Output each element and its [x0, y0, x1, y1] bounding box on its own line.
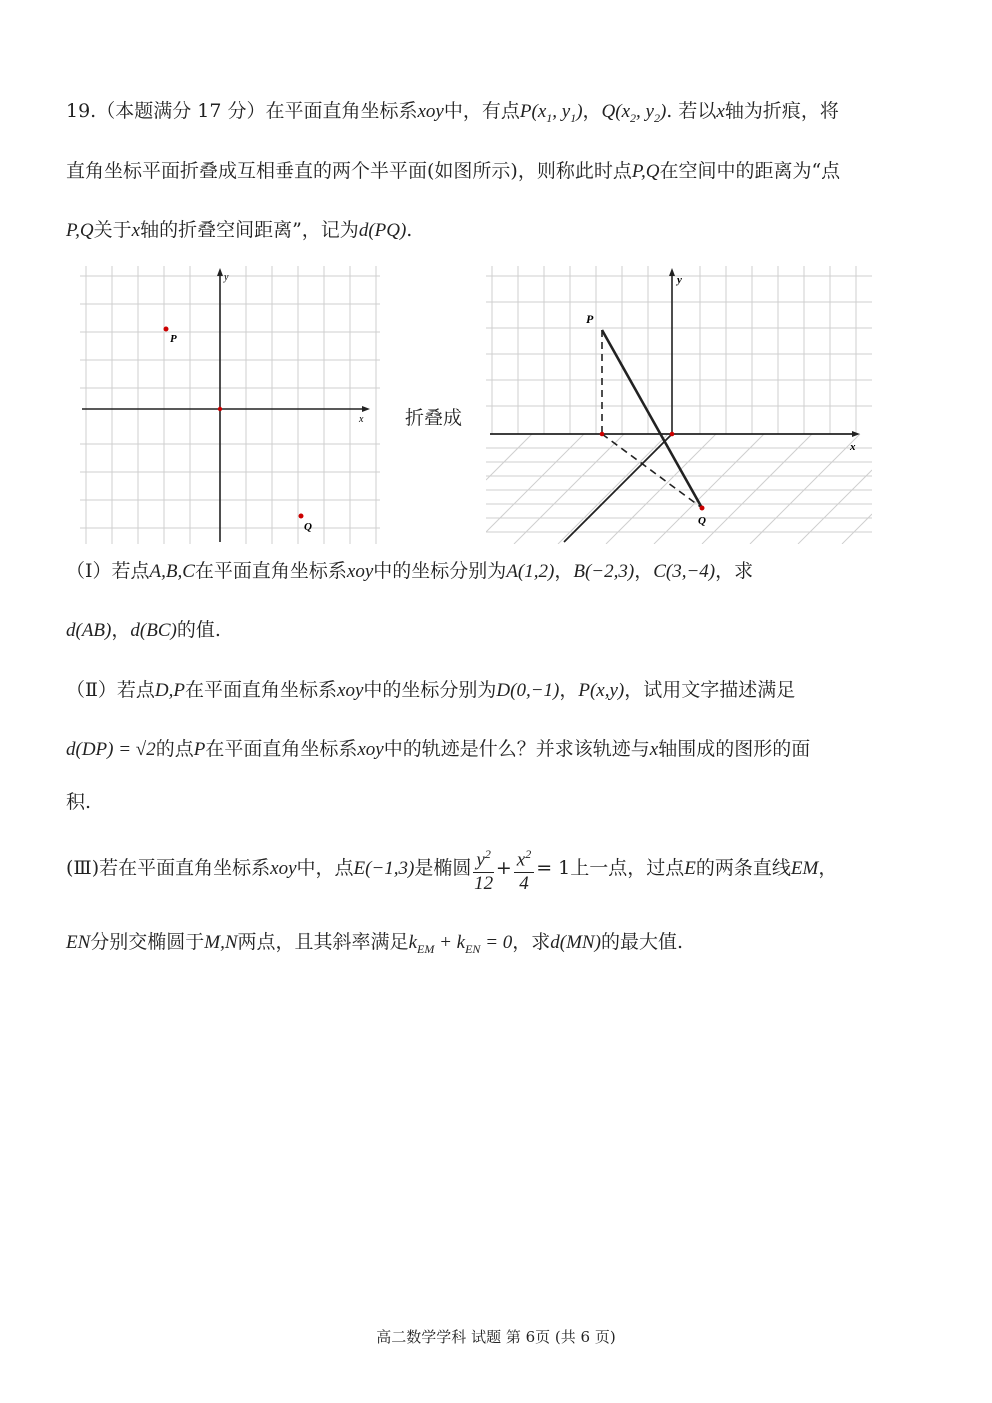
d-mn-formula: d(MN)	[550, 932, 601, 953]
left-x-arrow	[362, 406, 370, 412]
text: 在空间中的距离为“点	[659, 160, 841, 182]
text: .	[406, 219, 413, 241]
text: 轴为折痕，将	[724, 100, 839, 122]
xoy-symbol: xoy	[270, 858, 297, 879]
text: 在平面直角坐标系	[205, 738, 358, 760]
text: 中，有点	[443, 100, 520, 122]
text: P,Q	[66, 220, 94, 241]
left-point-p	[164, 327, 169, 332]
point-d-formula: D(0,−1)	[496, 680, 560, 701]
text: ，求	[715, 560, 754, 582]
part2-line-1	[66, 675, 928, 706]
text: D,P	[154, 680, 185, 701]
left-y-arrow	[217, 268, 223, 276]
text: 中的坐标分别为	[373, 560, 507, 582]
text: 轴的折叠空间距离”，记为	[140, 219, 359, 241]
ellipse-term-y: $\frac{y^2}{12}$	[473, 843, 493, 894]
text: 的最大值.	[600, 931, 683, 953]
text: 上一点，过点	[570, 857, 685, 879]
text: ，	[818, 857, 838, 879]
text: E	[684, 858, 696, 879]
right-lower-grid	[486, 434, 872, 544]
left-q-label: Q	[304, 521, 312, 533]
text: ，	[559, 679, 579, 701]
text: 中，点	[296, 857, 354, 879]
slope-condition-formula: $k_{EM} + k_{EN} = 0$	[408, 932, 513, 956]
text: 的点	[155, 738, 194, 760]
text: ，求	[512, 931, 551, 953]
text: 在平面直角坐标系	[185, 679, 338, 701]
xoy-symbol: xoy	[357, 739, 384, 760]
text: 关于	[93, 219, 132, 241]
right-folded-figure	[486, 266, 872, 544]
point-c-formula: C(3,−4)	[653, 561, 716, 582]
text: 在平面直角坐标系	[265, 100, 418, 122]
text: ，试用文字描述满足	[624, 679, 796, 701]
point-pxy-formula: P(x,y)	[578, 680, 625, 701]
text: 中的坐标分别为	[363, 679, 497, 701]
ellipse-term-x: $\frac{x^2}{4}$	[514, 843, 534, 894]
text: 轴围成的图形的面	[658, 738, 811, 760]
xoy-symbol: xoy	[337, 680, 364, 701]
d-bc-formula: d(BC)	[130, 620, 177, 641]
point-p-formula: $P(x_1$, $y_1$)	[519, 101, 583, 125]
d-ab-formula: d(AB)	[66, 620, 112, 641]
text: ，	[554, 560, 574, 582]
page-footer: 高二数学学科 试题 第 6页 (共 6 页)	[376, 1328, 616, 1346]
text: 在平面直角坐标系	[194, 560, 347, 582]
left-coordinate-figure	[80, 266, 380, 544]
foot-to-q-dashed	[602, 434, 702, 508]
text: （Ⅰ）若点	[66, 560, 150, 582]
text: EN	[66, 932, 91, 953]
text: 中的轨迹是什么？并求该轨迹与	[383, 738, 650, 760]
intro-line-2	[66, 156, 928, 187]
text: P	[193, 739, 206, 760]
xoy-symbol: xoy	[346, 561, 374, 582]
point-a-formula: A(1,2)	[506, 561, 555, 582]
d-dp-formula: d(DP) = √2	[66, 739, 156, 760]
d-pq-formula: d(PQ)	[358, 220, 407, 241]
part3-line-1: (Ⅲ)若在平面直角坐标系xoy中，点E(−1,3)是椭圆 $\frac{y^2}{12}$ + $\frac{x^2}{4}$ = 1上一点，过点E的两条直线EM，	[66, 840, 928, 897]
text: 分别交椭圆于	[90, 931, 205, 953]
text: M,N	[204, 932, 238, 953]
right-origin	[670, 432, 675, 437]
text: P,Q	[631, 161, 660, 182]
problem-points: （本题满分 17 分）	[96, 100, 266, 122]
text: (Ⅲ)若在平面直角坐标系	[66, 857, 271, 879]
text: . 若以	[666, 100, 717, 122]
intro-line-1	[66, 96, 928, 133]
left-y-label: y	[224, 272, 229, 283]
point-q-formula: $Q(x_2$, $y_2$)	[601, 101, 667, 125]
left-point-q	[299, 514, 304, 519]
text: ，	[582, 100, 602, 122]
text: x	[649, 739, 659, 760]
problem-number: 19.	[66, 100, 97, 122]
part2-line-2	[66, 734, 928, 765]
text: A,B,C	[149, 561, 195, 582]
text: 是椭圆	[414, 857, 472, 879]
left-origin	[218, 407, 222, 411]
text: 两点，且其斜率满足	[237, 931, 409, 953]
p-to-q-segment	[602, 330, 702, 508]
point-e-formula: E(−1,3)	[353, 858, 415, 879]
left-grid	[80, 266, 380, 544]
xoy-symbol: xoy	[417, 101, 444, 122]
right-y-label: y	[677, 274, 682, 286]
text: EM	[790, 858, 819, 879]
text: x	[716, 101, 725, 122]
right-point-q	[700, 506, 705, 511]
point-b-formula: B(−2,3)	[573, 561, 635, 582]
part1-line-1	[66, 556, 928, 587]
right-q-label: Q	[698, 515, 706, 527]
text: ，	[111, 619, 131, 641]
part3-line-2	[66, 927, 928, 964]
left-x-label: x	[359, 414, 364, 425]
part1-line-2	[66, 615, 928, 646]
right-upper-grid	[486, 266, 872, 434]
ellipse-equals: = 1	[536, 857, 571, 879]
right-foot-point	[600, 432, 605, 437]
text: 直角坐标平面折叠成互相垂直的两个半平面(如图所示)，则称此时点	[66, 160, 632, 182]
right-z-axis	[564, 434, 672, 542]
text: 的两条直线	[695, 857, 791, 879]
right-p-label: P	[586, 312, 594, 326]
text: ，	[634, 560, 654, 582]
part2-line-3	[66, 787, 928, 817]
text: （Ⅱ）若点	[66, 679, 155, 701]
text: 积.	[66, 791, 92, 813]
text: x	[131, 220, 141, 241]
left-p-label: P	[170, 333, 177, 345]
intro-line-3	[66, 215, 928, 246]
text: 的值.	[176, 619, 221, 641]
right-x-label: x	[850, 441, 856, 453]
right-y-arrow	[669, 268, 675, 276]
fold-label: 折叠成	[405, 407, 463, 429]
